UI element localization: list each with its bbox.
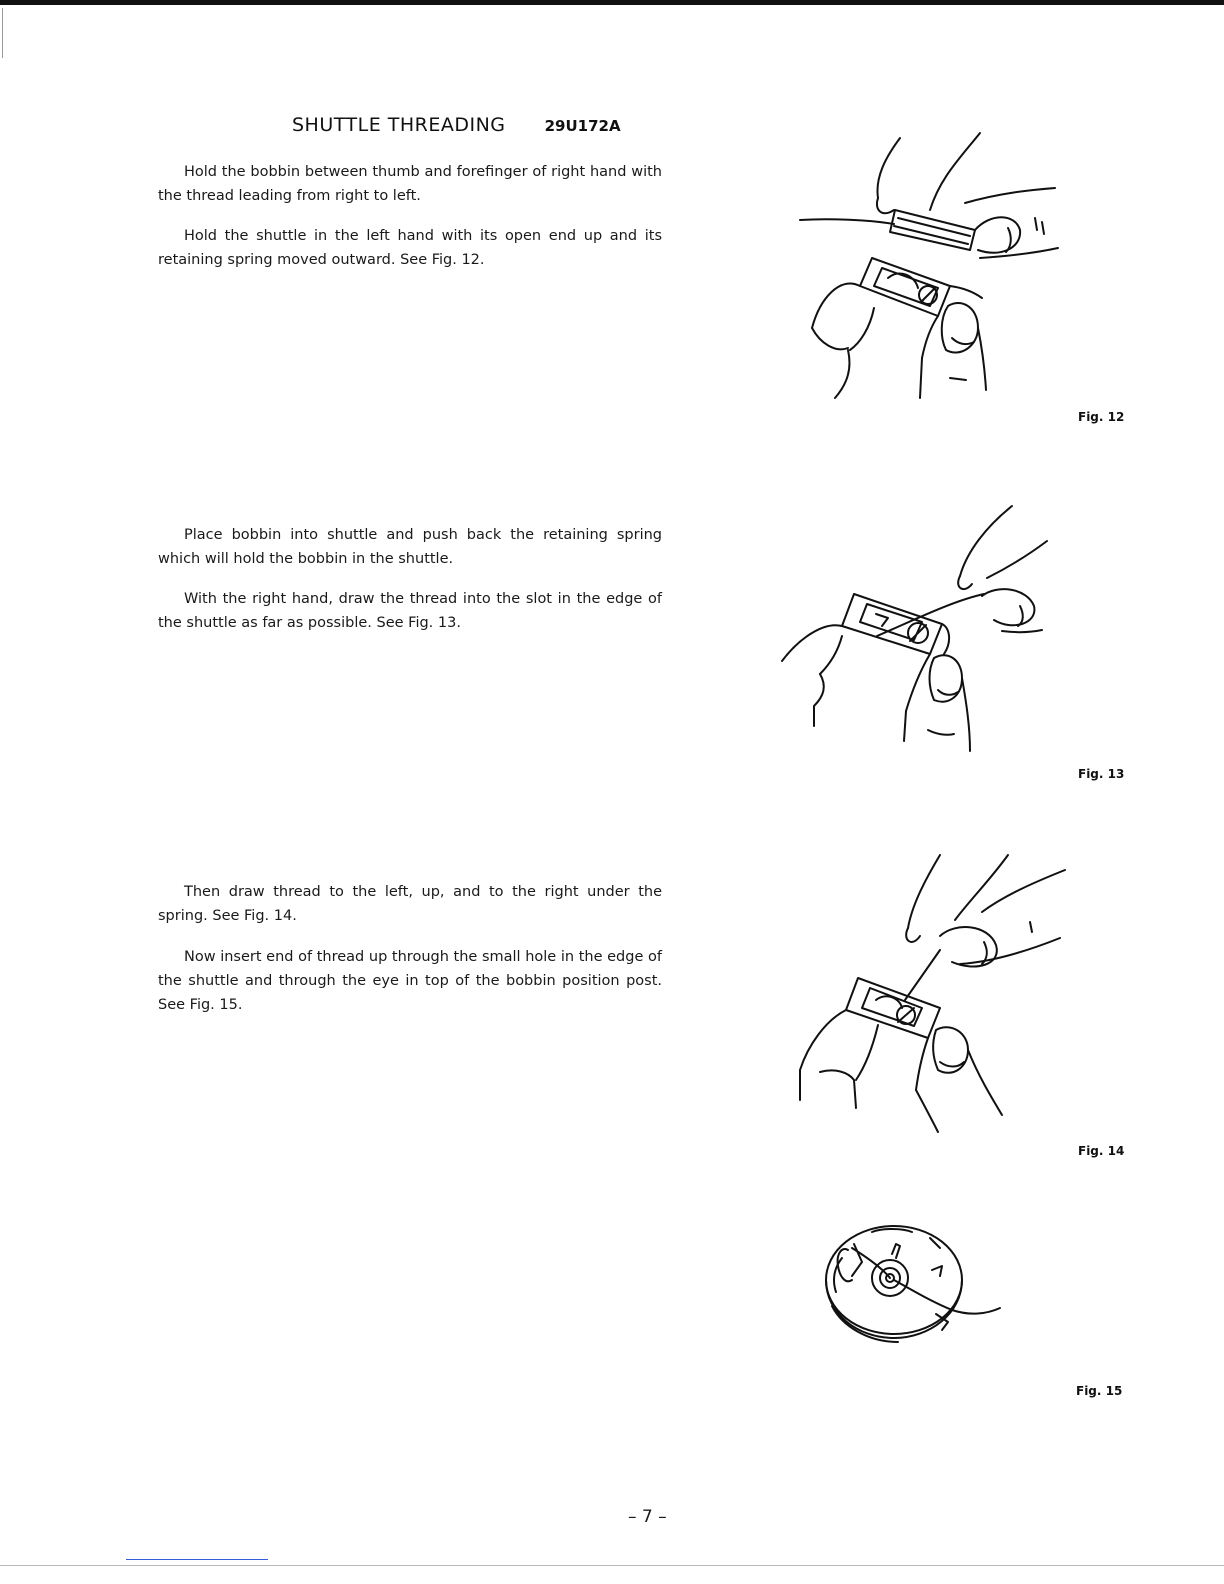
paragraph-draw-thread-spring: Then draw thread to the left, up, and to the right under the spring. See Fig. 14. <box>158 884 662 924</box>
model-number: 29U172A <box>544 117 621 135</box>
page-number: – 7 – <box>628 1507 667 1527</box>
fig-12-illustration <box>790 118 1070 408</box>
page-heading <box>292 114 621 136</box>
scan-edge-mark <box>2 8 3 58</box>
shuttle-threaded-bobbin-icon <box>812 1218 1012 1348</box>
paragraph-hold-shuttle: Hold the shuttle in the left hand with its open end up and its retaining spring moved outward. See Fig. 12. <box>158 228 662 268</box>
fig-12-label: Fig. 12 <box>1078 410 1125 424</box>
fig-14-illustration <box>790 850 1080 1130</box>
fig-13-illustration <box>772 496 1062 761</box>
top-rule <box>0 0 1224 5</box>
hands-holding-bobbin-icon <box>790 118 1070 408</box>
paragraph-draw-thread-slot: With the right hand, draw the thread into the slot in the edge of the shuttle as far as possible. See Fig. 13. <box>158 591 662 631</box>
paragraph-place-bobbin: Place bobbin into shuttle and push back the retaining spring which will hold the bobbin in the shuttle. <box>158 527 662 567</box>
hand-thread-under-spring-icon <box>790 850 1080 1130</box>
bottom-link-underline <box>126 1559 268 1560</box>
fig-14-label: Fig. 14 <box>1078 1144 1125 1158</box>
paragraph-hold-bobbin: Hold the bobbin between thumb and forefinger of right hand with the thread leading from right to left. <box>158 164 662 204</box>
fig-15-illustration <box>812 1218 1012 1348</box>
fig-13-label: Fig. 13 <box>1078 767 1125 781</box>
fig-15-label: Fig. 15 <box>1076 1384 1123 1398</box>
hand-drawing-thread-icon <box>772 496 1062 761</box>
paragraph-insert-thread-hole: Now insert end of thread up through the small hole in the edge of the shuttle and through the eye in top of the bobbin position post. See Fig. 15. <box>158 949 662 1013</box>
bottom-rule <box>0 1565 1224 1566</box>
page-title: SHUTTLE THREADING <box>292 114 506 136</box>
